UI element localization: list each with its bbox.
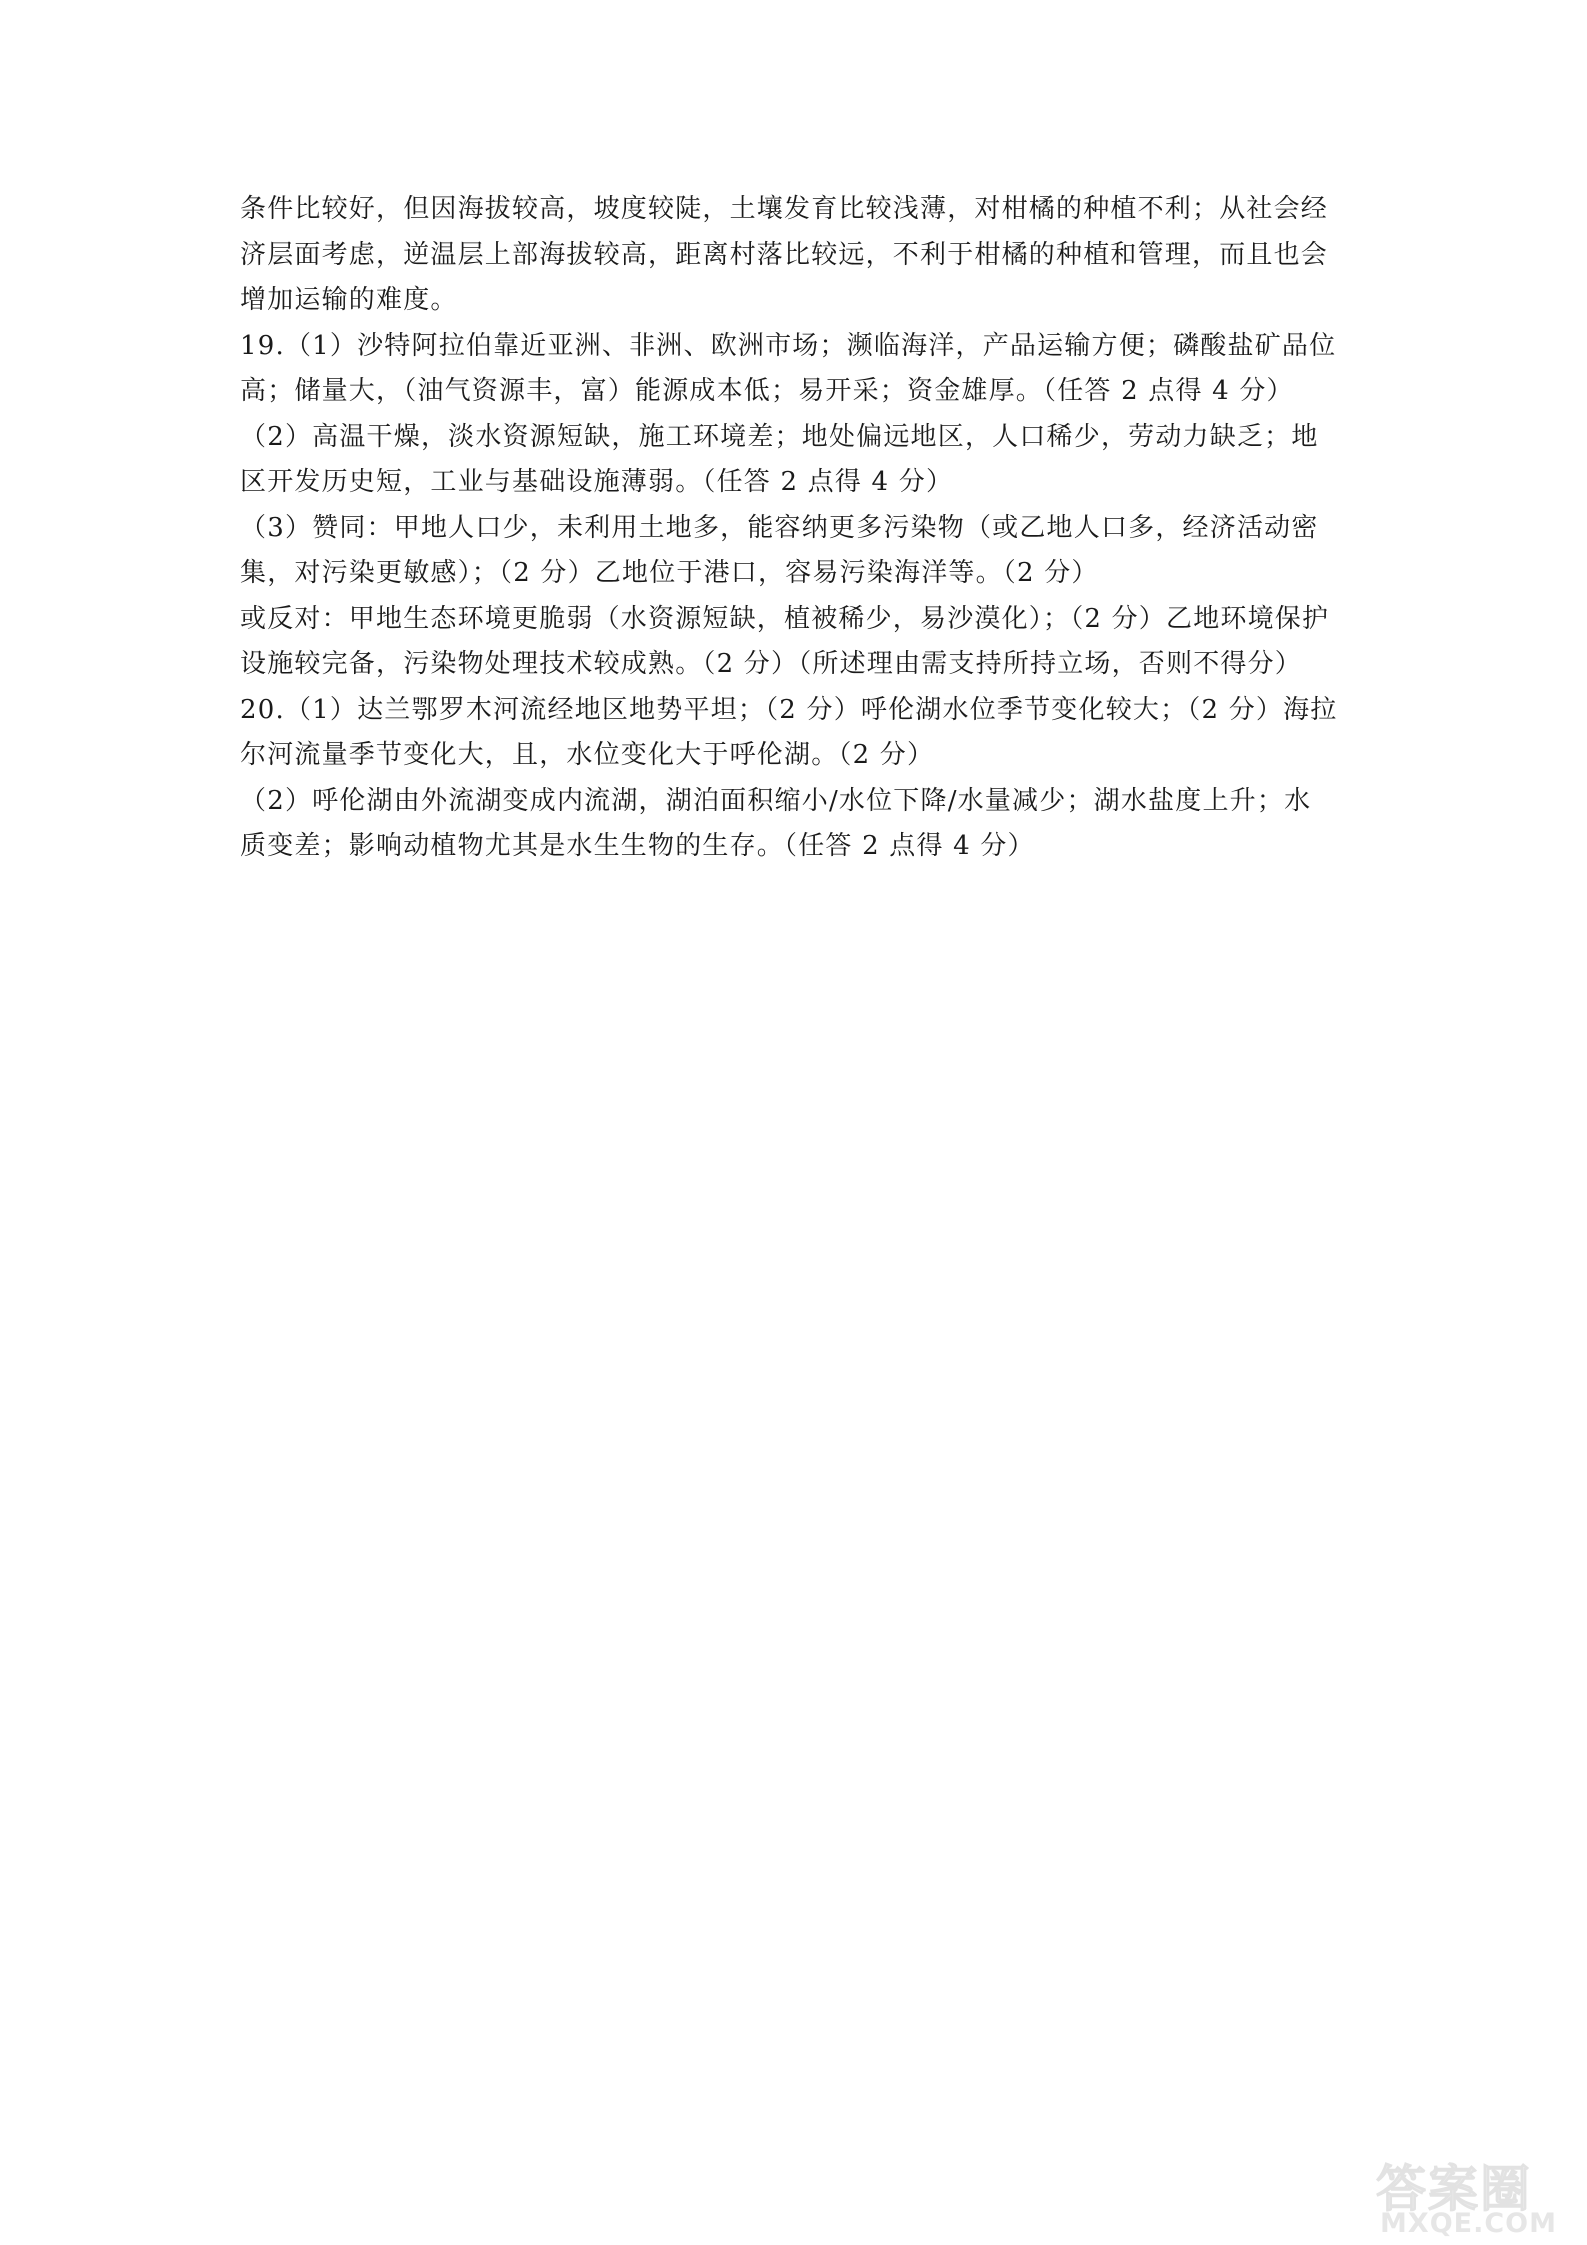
answer-text-body: [240, 187, 1350, 870]
watermark-logo-text: 答案圈: [1376, 2160, 1532, 2218]
question-19-part-2-line-1: （2）高温干燥，淡水资源短缺，施工环境差；地处偏远地区，人口稀少，劳动力缺乏；地: [240, 421, 1319, 452]
question-20-part-2-line-1: （2）呼伦湖由外流湖变成内流湖，湖泊面积缩小/水位下降/水量减少；湖水盐度上升；水: [240, 785, 1312, 816]
question-20-part-2-line-2: 质变差；影响动植物尤其是水生生物的生存。（任答 2 点得 4 分）: [240, 831, 1035, 861]
watermark-logo: [1349, 2149, 1559, 2239]
question-19-part-3-line-1: （3）赞同：甲地人口少，未利用土地多，能容纳更多污染物（或乙地人口多，经济活动密: [240, 512, 1319, 543]
question-19-part-3-line-4: 设施较完备，污染物处理技术较成熟。（2 分）（所述理由需支持所持立场，否则不得分）: [240, 649, 1303, 679]
question-19-part-3-line-2: 集，对污染更敏感）；（2 分）乙地位于港口，容易污染海洋等。（2 分）: [240, 558, 1099, 588]
watermark-url: MXQE.COM: [1380, 2208, 1557, 2239]
question-20-part-1-line-1: 20.（1）达兰鄂罗木河流经地区地势平坦；（2 分）呼伦湖水位季节变化较大；（2 分）海拉: [240, 694, 1338, 725]
question-19-part-1-line-2: 高；储量大，（油气资源丰，富）能源成本低；易开采；资金雄厚。（任答 2 点得 4 分）: [240, 376, 1294, 406]
text-line-1: 条件比较好，但因海拔较高，坡度较陡，土壤发育比较浅薄，对柑橘的种植不利；从社会经: [240, 194, 1329, 224]
question-20-part-1-line-2: 尔河流量季节变化大，且，水位变化大于呼伦湖。（2 分）: [240, 740, 935, 770]
question-19-part-2-line-2: 区开发历史短，工业与基础设施薄弱。（任答 2 点得 4 分）: [240, 467, 954, 497]
text-line-2: 济层面考虑，逆温层上部海拔较高，距离村落比较远，不利于柑橘的种植和管理，而且也会: [240, 239, 1329, 270]
question-19-part-3-line-3: 或反对：甲地生态环境更脆弱（水资源短缺，植被稀少，易沙漠化）；（2 分）乙地环境保护: [240, 603, 1330, 634]
text-line-3: 增加运输的难度。: [240, 285, 458, 315]
question-19-part-1-line-1: 19.（1）沙特阿拉伯靠近亚洲、非洲、欧洲市场；濒临海洋，产品运输方便；磷酸盐矿品位: [240, 330, 1337, 361]
